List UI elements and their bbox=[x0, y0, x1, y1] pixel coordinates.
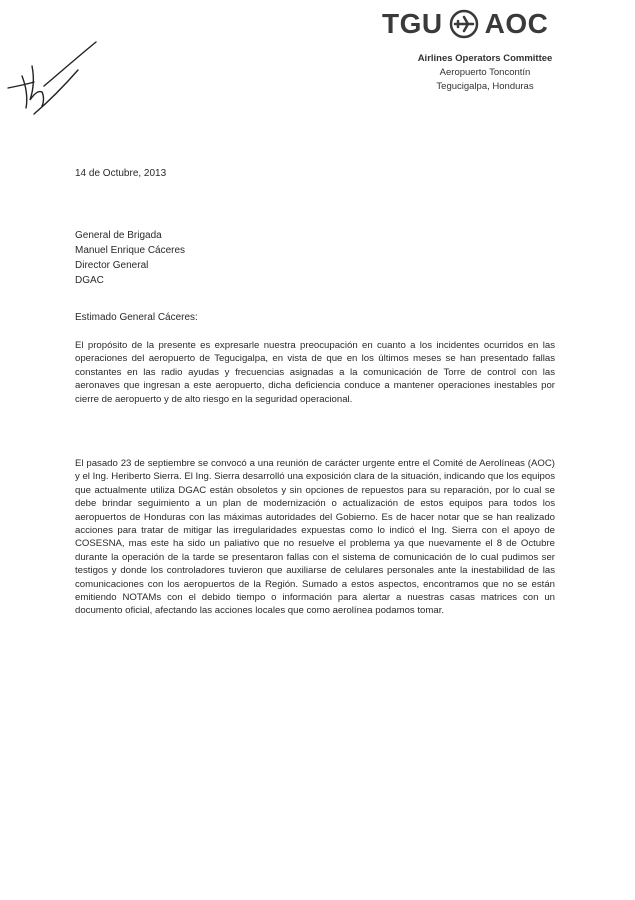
letter-date: 14 de Octubre, 2013 bbox=[75, 168, 167, 179]
handwritten-signature bbox=[4, 36, 100, 126]
salutation: Estimado General Cáceres: bbox=[75, 312, 198, 323]
recipient-rank: General de Brigada bbox=[75, 230, 162, 241]
body-paragraph-1: El propósito de la presente es expresarle nuestra preocupación en cuanto a los incidentes ocurridos en las operaciones del aeropuerto de Tegucigalpa, en vista de que en los últimos meses se han presentado fallas constantes en las radio ayudas y frecuencias asignadas a la comunicación de Torre de control con las aeronaves que ingresan a este aeropuerto, dicha deficiencia conduce a mantener operaciones inestables por cierre de aeropuerto y de alto riesgo en la seguridad operacional. bbox=[75, 340, 555, 405]
organization-name: Airlines Operators Committee bbox=[417, 53, 553, 64]
recipient-block bbox=[75, 228, 185, 288]
organization-address-line-2: Tegucigalpa, Honduras bbox=[436, 81, 534, 92]
organization-block bbox=[380, 52, 590, 94]
body-paragraph-2: El pasado 23 de septiembre se convocó a una reunión de carácter urgente entre el Comité de Aerolíneas (AOC) y el Ing. Heriberto Sierra. El Ing. Sierra desarrolló una exposición clara de la situación, indicando que los equipos que actualmente utiliza DGAC están obsoletos y sin opciones de repuestos para su reparación, por lo cual se debe brindar seguimiento a un plan de modernización o actualización de estos equipos para todos los aeropuertos de Honduras con las máximas autoridades del Gobierno. Es de hacer notar que se han realizado acciones para tratar de mitigar las irregularidades expuestas como lo indicó el Ing. Sierra con el apoyo de COSESNA, mas este ha sido un paliativo que no resuelve el problema ya que nuevamente el 8 de Octubre durante la operación de la tarde se presentaron fallas con el sistema de comunicación de lo cual pudimos ser testigos y donde los controladores tuvieron que auxiliarse de celulares personales ante la inestabilidad de las comunicaciones con los aeropuertos de la Región. Sumado a estos aspectos, encontramos que no se están emitiendo NOTAMs con el debido tiempo o información para alertar a nuestras casas matrices con un documento oficial, afectando las acciones locales que como aerolínea podamos tomar. bbox=[75, 458, 555, 617]
recipient-organization: DGAC bbox=[75, 275, 104, 286]
recipient-title: Director General bbox=[75, 260, 149, 271]
organization-address-line-1: Aeropuerto Toncontín bbox=[439, 67, 531, 78]
recipient-name: Manuel Enrique Cáceres bbox=[75, 245, 186, 256]
logo-text-right: AOC bbox=[484, 8, 549, 39]
logo-text-left: TGU bbox=[382, 8, 443, 39]
tgu-aoc-logo bbox=[382, 6, 582, 42]
airplane-emblem-icon bbox=[449, 9, 479, 39]
